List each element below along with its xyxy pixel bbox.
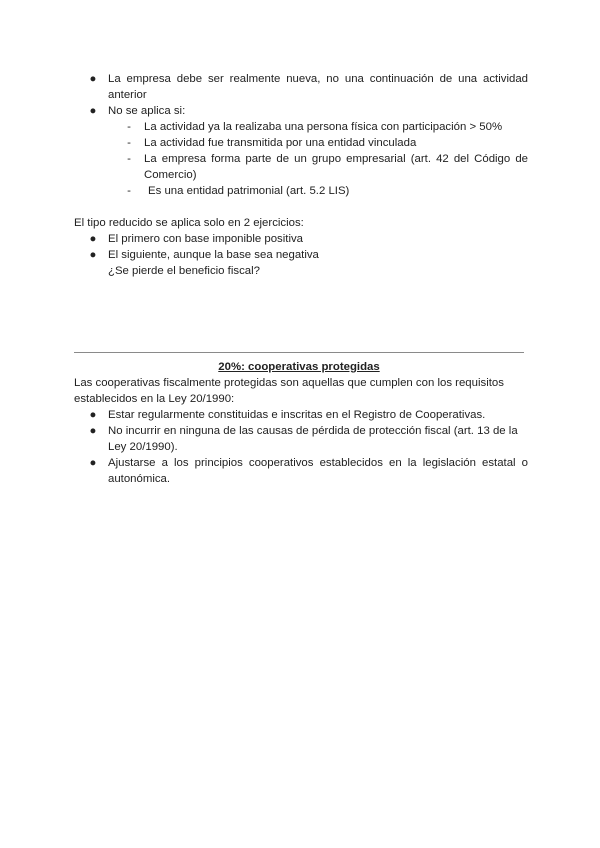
sub-list-item-text: Es una entidad patrimonial (art. 5.2 LIS) xyxy=(148,185,350,197)
bullet-icon: ● xyxy=(89,233,97,245)
sub-list-item-text: La actividad ya la realizaba una persona física con participación > 50% xyxy=(144,121,503,133)
paragraph: El tipo reducido se aplica solo en 2 ejercicios: xyxy=(74,217,304,229)
sub-list-item-text: La empresa forma parte de un grupo empresarial (art. 42 del Código de Comercio) xyxy=(144,153,528,181)
dash-icon: - xyxy=(127,137,131,149)
list-item-text: Estar regularmente constituidas e inscritas en el Registro de Cooperativas. xyxy=(108,409,486,421)
bullet-icon: ● xyxy=(89,409,97,421)
dash-icon: - xyxy=(127,153,131,165)
bullet-icon: ● xyxy=(89,457,97,469)
bullet-icon: ● xyxy=(89,249,97,261)
list-item-text: Ajustarse a los principios cooperativos establecidos en la legislación estatal o autonómica. xyxy=(108,457,528,485)
sub-list-item-text: La actividad fue transmitida por una entidad vinculada xyxy=(144,137,417,149)
horizontal-rule xyxy=(74,352,524,353)
bullet-icon: ● xyxy=(89,73,97,85)
dash-icon: - xyxy=(127,185,131,197)
list-item-text: El primero con base imponible positiva xyxy=(108,233,304,245)
list-item-text: No se aplica si: xyxy=(108,105,186,117)
bullet-icon: ● xyxy=(89,105,97,117)
list-item-text: El siguiente, aunque la base sea negativa xyxy=(108,249,319,261)
list-item-text: No incurrir en ninguna de las causas de pérdida de protección fiscal (art. 13 de la Ley 20/1990). xyxy=(108,425,518,453)
bullet-icon: ● xyxy=(89,425,97,437)
paragraph: Las cooperativas fiscalmente protegidas son aquellas que cumplen con los requisitos establecidos en la Ley 20/1990: xyxy=(74,377,504,405)
question-text: ¿Se pierde el beneficio fiscal? xyxy=(108,265,260,277)
section-heading: 20%: cooperativas protegidas xyxy=(218,361,380,373)
dash-icon: - xyxy=(127,121,131,133)
list-item-text: La empresa debe ser realmente nueva, no una continuación de una actividad anterior xyxy=(108,73,528,101)
